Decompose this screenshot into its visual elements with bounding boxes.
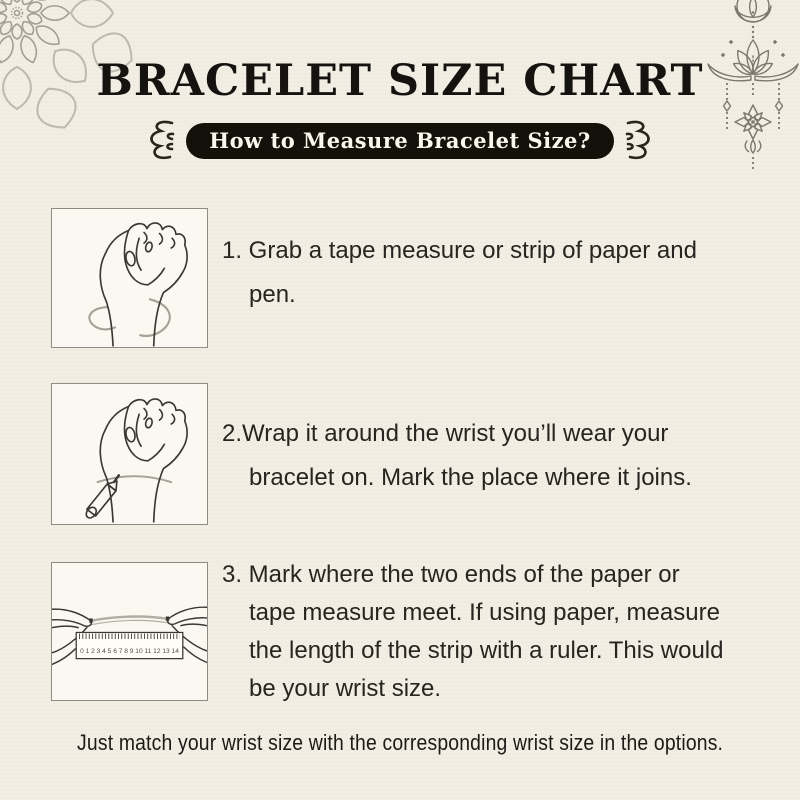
step1-illustration-box <box>51 208 208 348</box>
step3-line: the length of the strip with a ruler. This would <box>249 637 724 664</box>
step2-line: bracelet on. Mark the place where it joins. <box>249 464 692 491</box>
subtitle-badge-text: How to Measure Bracelet Size? <box>209 128 591 153</box>
step1-text <box>222 229 794 317</box>
step3-line: 3. Mark where the two ends of the paper or <box>222 561 680 588</box>
footer-note <box>0 730 800 756</box>
step2-text <box>222 412 794 500</box>
ruler-numbers: 0 1 2 3 4 5 6 7 8 9 10 11 12 13 14 <box>80 647 180 655</box>
step3-text <box>222 556 794 708</box>
step1-line: pen. <box>249 281 296 308</box>
subtitle-row <box>0 118 800 164</box>
subtitle-badge <box>186 123 613 159</box>
page-title: BRACELET SIZE CHART <box>96 56 704 106</box>
step2-line: 2.Wrap it around the wrist you’ll wear your <box>222 420 669 447</box>
flourish-right-icon <box>624 118 654 164</box>
step1-line: 1. Grab a tape measure or strip of paper and <box>222 237 697 264</box>
footer-note-text: Just match your wrist size with the corresponding wrist size in the options. <box>76 730 724 755</box>
hand-tape-measure-icon <box>52 209 207 347</box>
hand-marker-pen-icon <box>52 384 207 524</box>
step3-line: tape measure meet. If using paper, measure <box>249 599 720 626</box>
step3-line: be your wrist size. <box>249 675 442 702</box>
flourish-left-icon <box>146 118 176 164</box>
step3-illustration-box <box>51 562 208 701</box>
hands-ruler-icon <box>52 563 207 700</box>
step2-illustration-box <box>51 383 208 525</box>
